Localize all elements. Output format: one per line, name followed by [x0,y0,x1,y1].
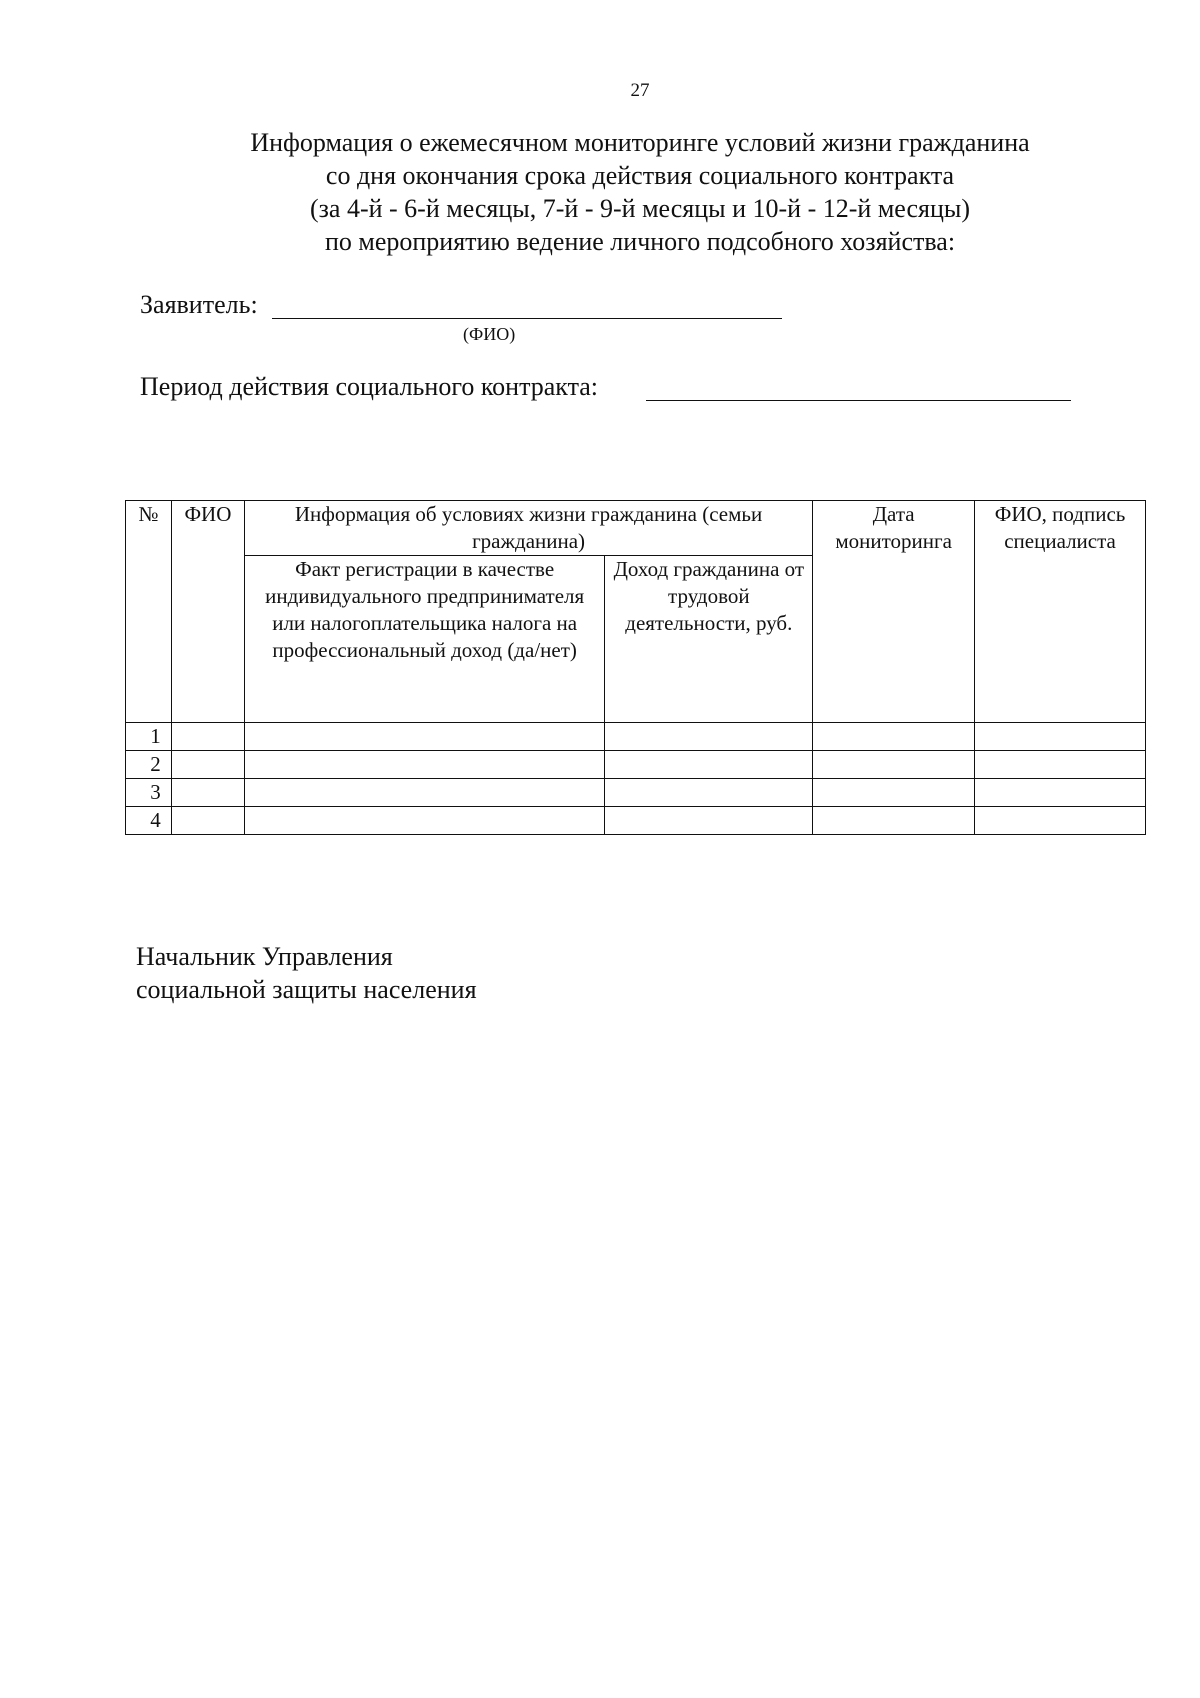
table-row [126,779,1146,807]
period-fill-line[interactable] [646,400,1071,401]
header-monitoring-date: Дата мониторинга [813,501,975,723]
cell-income[interactable] [605,723,813,751]
table-row [126,751,1146,779]
header-income: Доход гражданина от трудовой деятельности, руб. [605,556,813,723]
table-row [126,807,1146,835]
cell-specialist[interactable] [975,751,1146,779]
header-number: № [126,501,172,723]
applicant-fio-caption: (ФИО) [463,324,516,344]
header-registration-fact: Факт регистрации в качестве индивидуального предпринимателя или налогоплательщика налога на профессиональный доход (да/нет) [244,556,605,723]
title-line-4: по мероприятию ведение личного подсобного хозяйства: [324,227,956,256]
cell-date[interactable] [813,723,975,751]
cell-registration[interactable] [244,751,605,779]
cell-fio[interactable] [171,723,244,751]
cell-specialist[interactable] [975,723,1146,751]
cell-fio[interactable] [171,807,244,835]
cell-registration[interactable] [244,807,605,835]
cell-specialist[interactable] [975,807,1146,835]
monitoring-table [125,500,1146,835]
table-header-row [126,501,1146,556]
document-title [180,126,1100,258]
cell-income[interactable] [605,807,813,835]
header-specialist: ФИО, подпись специалиста [975,501,1146,723]
title-line-3: (за 4-й - 6-й месяцы, 7-й - 9-й месяцы и 10-й - 12-й месяцы) [309,194,971,223]
cell-date[interactable] [813,751,975,779]
cell-registration[interactable] [244,779,605,807]
cell-registration[interactable] [244,723,605,751]
cell-date[interactable] [813,779,975,807]
header-fio: ФИО [171,501,244,723]
cell-specialist[interactable] [975,779,1146,807]
title-line-2: со дня окончания срока действия социального контракта [325,161,955,190]
applicant-fill-line[interactable] [272,318,782,319]
title-line-1: Информация о ежемесячном мониторинге условий жизни гражданина [250,128,1030,157]
period-label: Период действия социального контракта: [140,372,599,401]
row-number: 3 [126,779,172,807]
applicant-label: Заявитель: [140,290,258,319]
table-row [126,723,1146,751]
cell-fio[interactable] [171,751,244,779]
cell-fio[interactable] [171,779,244,807]
cell-income[interactable] [605,751,813,779]
row-number: 2 [126,751,172,779]
page-number: 27 [630,80,650,101]
cell-income[interactable] [605,779,813,807]
signature-line-1: Начальник Управления [136,942,393,971]
row-number: 4 [126,807,172,835]
signature-line-2: социальной защиты населения [136,975,477,1004]
header-living-conditions: Информация об условиях жизни гражданина (семьи гражданина) [244,501,812,556]
row-number: 1 [126,723,172,751]
signature-block [136,940,477,1006]
cell-date[interactable] [813,807,975,835]
